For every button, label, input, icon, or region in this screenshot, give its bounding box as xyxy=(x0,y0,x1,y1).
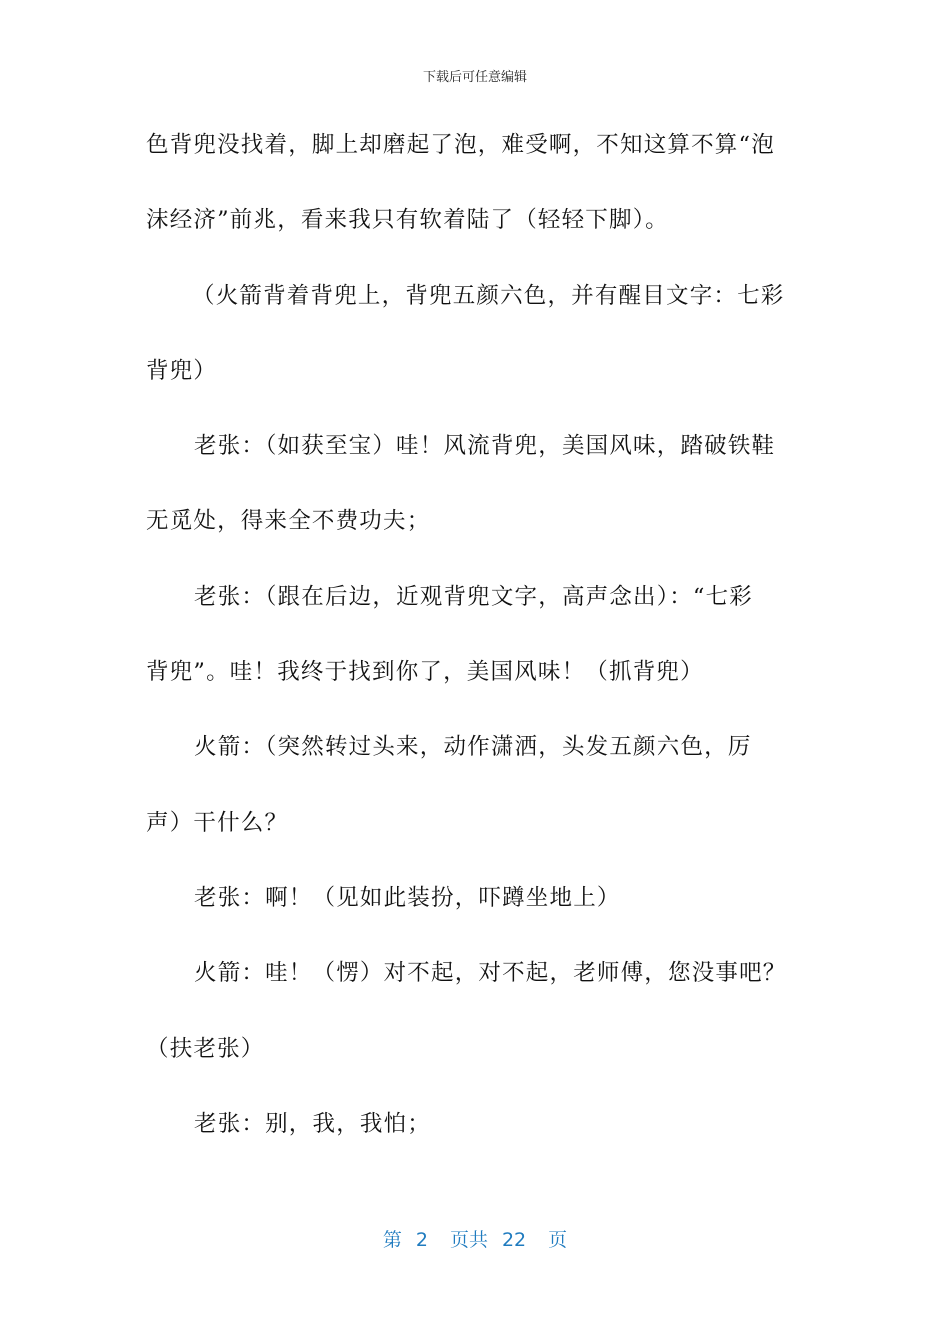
text-line: 背兜） xyxy=(146,357,218,384)
text-line: 老张：啊！（见如此装扮，吓蹲坐地上） xyxy=(194,884,621,911)
footer-prefix: 第 xyxy=(382,1229,402,1251)
footer-middle: 页共 xyxy=(449,1229,488,1251)
document-body xyxy=(146,125,794,1179)
text-line: 老张：（如获至宝）哇！风流背兜，美国风味，踏破铁鞋 xyxy=(194,433,776,460)
text-line: 色背兜没找着，脚上却磨起了泡，难受啊，不知这算不算“泡 xyxy=(146,132,775,158)
text-line: 沫经济”前兆，看来我只有软着陆了（轻轻下脚）。 xyxy=(146,207,669,234)
text-line: 老张：别，我，我怕； xyxy=(194,1110,432,1137)
total-pages-number: 22 xyxy=(501,1229,527,1251)
text-line: 火箭：哇！（愣）对不起，对不起，老师傅，您没事吧？ xyxy=(194,960,787,987)
footer-suffix: 页 xyxy=(548,1229,568,1251)
text-line: （扶老张） xyxy=(146,1035,265,1062)
text-line: 背兜”。哇！我终于找到你了，美国风味！（抓背兜） xyxy=(146,659,704,686)
page-footer xyxy=(0,1225,950,1252)
page-header-note: 下载后可任意编辑 xyxy=(422,70,527,85)
text-line: 无觅处，得来全不费功夫； xyxy=(146,508,431,535)
text-line: 老张：（跟在后边，近观背兜文字，高声念出）：“七彩 xyxy=(194,583,754,610)
text-line: 火箭：（突然转过头来，动作潇洒，头发五颜六色，厉 xyxy=(194,734,752,761)
text-line: 声）干什么？ xyxy=(146,809,289,836)
current-page-number: 2 xyxy=(415,1229,428,1251)
text-line: （火箭背着背兜上，背兜五颜六色，并有醒目文字：七彩 xyxy=(192,282,785,309)
